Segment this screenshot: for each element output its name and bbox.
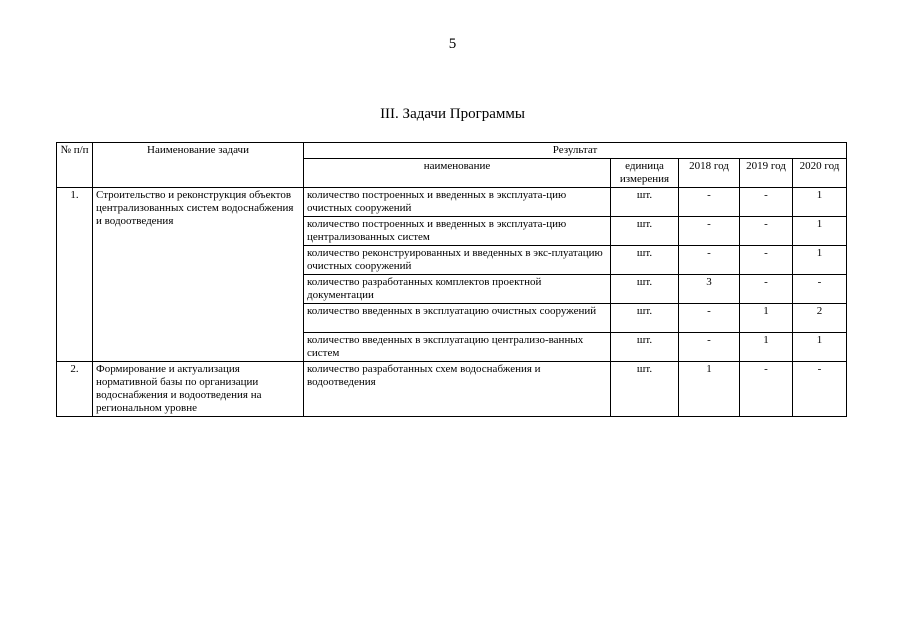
result-2018: 3 bbox=[679, 275, 740, 304]
result-2018: - bbox=[679, 246, 740, 275]
result-2019: - bbox=[740, 362, 793, 417]
result-2019: 1 bbox=[740, 304, 793, 333]
result-2019: - bbox=[740, 275, 793, 304]
result-2018: - bbox=[679, 304, 740, 333]
header-2018: 2018 год bbox=[679, 159, 740, 188]
table-row bbox=[57, 362, 847, 417]
result-2020: 1 bbox=[793, 333, 847, 362]
tasks-table bbox=[56, 142, 847, 417]
result-2020: - bbox=[793, 275, 847, 304]
header-2020: 2020 год bbox=[793, 159, 847, 188]
result-unit: шт. bbox=[611, 333, 679, 362]
header-2019: 2019 год bbox=[740, 159, 793, 188]
result-2020: 1 bbox=[793, 188, 847, 217]
task-number: 1. bbox=[57, 188, 93, 362]
result-2019: - bbox=[740, 217, 793, 246]
result-unit: шт. bbox=[611, 217, 679, 246]
result-name: количество реконструированных и введенных в экс-плуатацию очистных сооружений bbox=[304, 246, 611, 275]
result-name: количество введенных в эксплуатацию централизо-ванных систем bbox=[304, 333, 611, 362]
result-name: количество построенных и введенных в эксплуата-цию очистных сооружений bbox=[304, 188, 611, 217]
header-num: № п/п bbox=[57, 143, 93, 188]
result-name: количество введенных в эксплуатацию очистных сооружений bbox=[304, 304, 611, 333]
result-2020: 2 bbox=[793, 304, 847, 333]
section-title: III. Задачи Программы bbox=[380, 106, 525, 122]
task-name: Строительство и реконструкция объектов централизованных систем водоснабжения и водоотведения bbox=[93, 188, 304, 362]
result-2018: - bbox=[679, 217, 740, 246]
header-result: Результат bbox=[304, 143, 847, 159]
result-unit: шт. bbox=[611, 188, 679, 217]
header-unit: единица измерения bbox=[611, 159, 679, 188]
header-task-name: Наименование задачи bbox=[93, 143, 304, 188]
result-2018: - bbox=[679, 333, 740, 362]
result-2019: - bbox=[740, 188, 793, 217]
result-2020: - bbox=[793, 362, 847, 417]
result-unit: шт. bbox=[611, 275, 679, 304]
header-result-name: наименование bbox=[304, 159, 611, 188]
result-2020: 1 bbox=[793, 246, 847, 275]
task-number: 2. bbox=[57, 362, 93, 417]
result-name: количество разработанных комплектов проектной документации bbox=[304, 275, 611, 304]
result-2018: - bbox=[679, 188, 740, 217]
task-name: Формирование и актуализация нормативной базы по организации водоснабжения и водоотведения на региональном уровне bbox=[93, 362, 304, 417]
result-unit: шт. bbox=[611, 246, 679, 275]
table-row bbox=[57, 188, 847, 217]
result-2019: - bbox=[740, 246, 793, 275]
result-name: количество построенных и введенных в эксплуата-цию централизованных систем bbox=[304, 217, 611, 246]
result-2020: 1 bbox=[793, 217, 847, 246]
result-unit: шт. bbox=[611, 304, 679, 333]
page-number: 5 bbox=[448, 36, 457, 52]
result-unit: шт. bbox=[611, 362, 679, 417]
result-2019: 1 bbox=[740, 333, 793, 362]
result-name: количество разработанных схем водоснабжения и водоотведения bbox=[304, 362, 611, 417]
result-2018: 1 bbox=[679, 362, 740, 417]
